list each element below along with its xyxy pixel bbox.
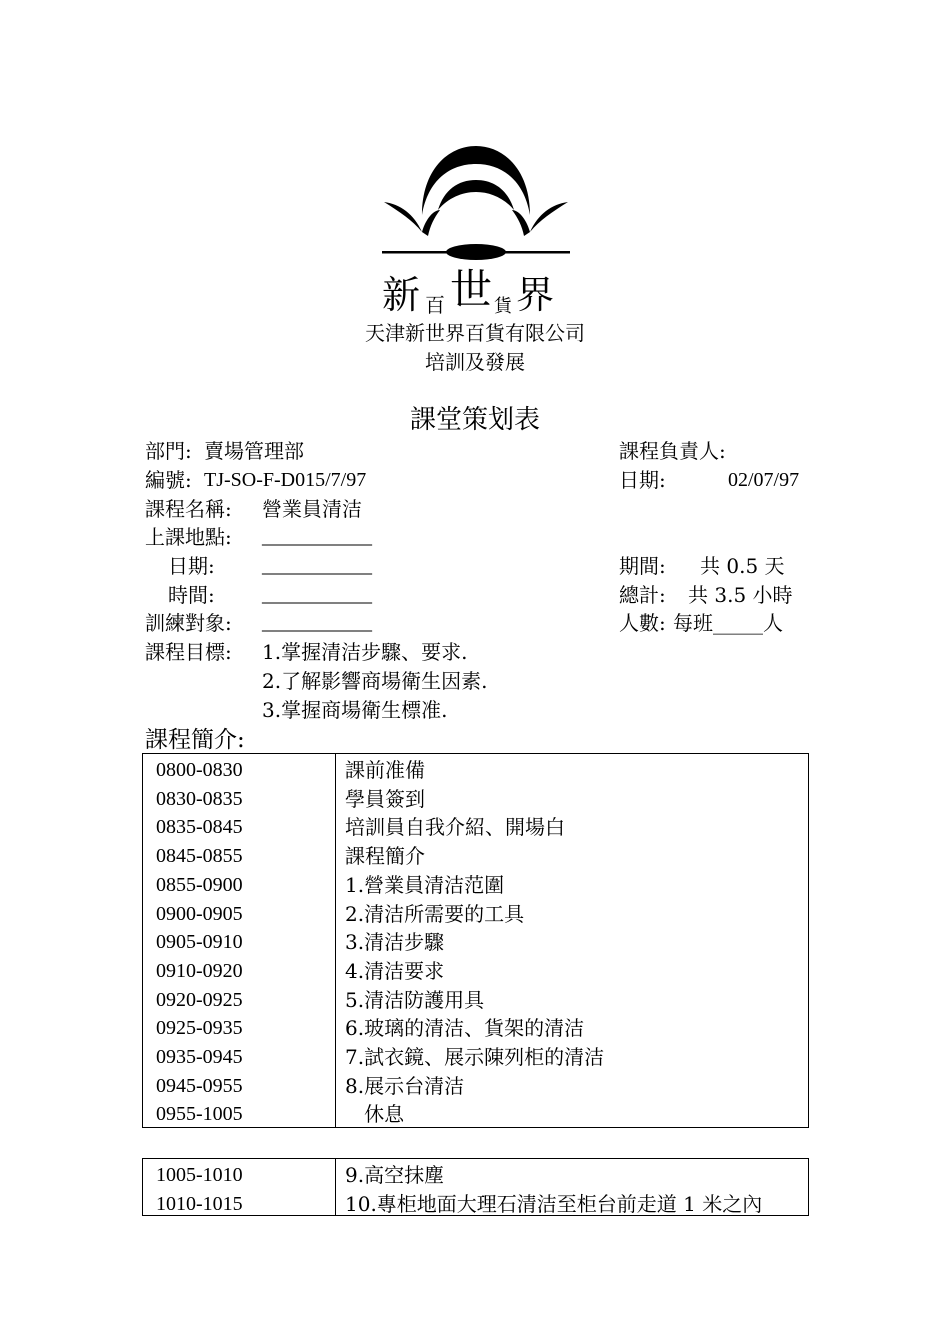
time-cell: 0855-0900: [156, 873, 243, 896]
table-row: [143, 1161, 808, 1190]
activity-cell: 4.清洁要求: [345, 958, 445, 983]
activity-cell: 學員簽到: [345, 786, 425, 811]
location-value: ___________: [262, 526, 372, 548]
intro-label: 課程簡介:: [145, 727, 245, 753]
logo-char-2: 百: [425, 293, 445, 317]
time-cell: 0955-1005: [156, 1103, 243, 1126]
table-row: [143, 813, 808, 842]
schedule-table-2: [142, 1158, 809, 1216]
table-row: [143, 871, 808, 900]
time-cell: 0920-0925: [156, 988, 243, 1011]
logo-char-5: 界: [516, 273, 555, 317]
logo-char-3: 世: [450, 265, 493, 314]
table-row: [143, 842, 808, 871]
logo-char-1: 新: [382, 273, 421, 317]
company-logo: [378, 140, 574, 322]
dept-value: 賣場管理部: [204, 439, 304, 463]
course-value: 營業員清洁: [262, 497, 362, 521]
table-row: [143, 957, 808, 986]
time-cell: 0945-0955: [156, 1074, 243, 1097]
total-value: 共 3.5 小時: [688, 583, 793, 607]
table-row: [143, 1100, 808, 1129]
location-label: 上課地點:: [145, 525, 232, 549]
logo-right-wing: [530, 202, 568, 232]
activity-cell: 5.清洁防護用具: [345, 987, 485, 1012]
form-title: 課堂策划表: [409, 405, 540, 435]
time-cell: 1010-1015: [156, 1192, 243, 1215]
time-cell: 0900-0905: [156, 902, 243, 925]
period-value: 共 0.5 天: [700, 554, 785, 578]
activity-cell: 1.營業員清洁范圍: [345, 872, 505, 897]
date-value: 02/07/97: [728, 469, 800, 491]
company-name: 天津新世界百貨有限公司: [365, 321, 585, 345]
time-value: ___________: [262, 584, 372, 606]
logo-left-wing-2: [422, 210, 440, 236]
logo-right-wing-2: [512, 210, 530, 236]
time-cell: 0835-0845: [156, 816, 243, 839]
table-row: [143, 928, 808, 957]
activity-cell: 2.清洁所需要的工具: [345, 901, 525, 926]
target-value: ___________: [262, 612, 372, 634]
time-cell: 0925-0935: [156, 1017, 243, 1040]
time-cell: 0910-0920: [156, 959, 243, 982]
time-cell: 0935-0945: [156, 1046, 243, 1068]
time-cell: 1005-1010: [156, 1164, 243, 1186]
table-row: [143, 1043, 808, 1072]
day-value: ___________: [262, 555, 372, 577]
activity-cell: 課程簡介: [345, 844, 425, 869]
time-label: 時間:: [168, 583, 215, 607]
table-row: [143, 986, 808, 1015]
course-label: 課程名稱:: [145, 497, 232, 521]
table-row: [143, 785, 808, 814]
logo-disc: [446, 244, 506, 260]
code-value: TJ-SO-F-D015/7/97: [204, 469, 367, 491]
table-row: [143, 756, 808, 785]
logo-left-wing: [384, 202, 422, 232]
table-row: [143, 1190, 808, 1219]
dept-label: 部門:: [145, 439, 192, 463]
goal-item-2: 2.了解影響商場衛生因素.: [262, 669, 488, 693]
goal-item-3: 3.掌握商場衛生標准.: [262, 698, 448, 722]
count-value: 每班_____人: [673, 611, 783, 635]
owner-label: 課程負責人:: [619, 439, 726, 463]
total-label: 總計:: [619, 583, 666, 607]
goal-item-1: 1.掌握清洁步驟、要求.: [262, 640, 468, 664]
target-label: 訓練對象:: [145, 611, 232, 635]
activity-cell: 課前准備: [345, 758, 425, 782]
activity-cell: 6.玻璃的清洁、貨架的清洁: [345, 1016, 585, 1041]
activity-cell: 9.高空抹塵: [345, 1163, 445, 1187]
table-row: [143, 1014, 808, 1043]
date-label: 日期:: [619, 468, 666, 492]
department-line: 培訓及發展: [425, 350, 525, 374]
activity-cell: 休息: [345, 1102, 405, 1127]
count-label: 人數:: [619, 611, 666, 635]
time-cell: 0830-0835: [156, 787, 243, 810]
time-cell: 0800-0830: [156, 759, 243, 781]
activity-cell: 3.清洁步驟: [345, 930, 445, 955]
day-label: 日期:: [168, 554, 215, 578]
goal-label: 課程目標:: [145, 640, 232, 664]
logo-inner-arch: [438, 180, 514, 210]
activity-cell: 培訓員自我介紹、開場白: [345, 815, 565, 840]
schedule-table-1: [142, 753, 809, 1128]
table-row: [143, 900, 808, 929]
code-label: 編號:: [145, 468, 192, 492]
logo-char-4: 貨: [494, 296, 512, 317]
activity-cell: 10.專柜地面大理石清洁至柜台前走道 1 米之內: [345, 1191, 763, 1216]
period-label: 期間:: [619, 554, 666, 578]
activity-cell: 7.試衣鏡、展示陳列柜的清洁: [345, 1045, 605, 1069]
time-cell: 0905-0910: [156, 931, 243, 954]
table-row: [143, 1072, 808, 1101]
time-cell: 0845-0855: [156, 845, 243, 868]
activity-cell: 8.展示台清洁: [345, 1073, 465, 1098]
